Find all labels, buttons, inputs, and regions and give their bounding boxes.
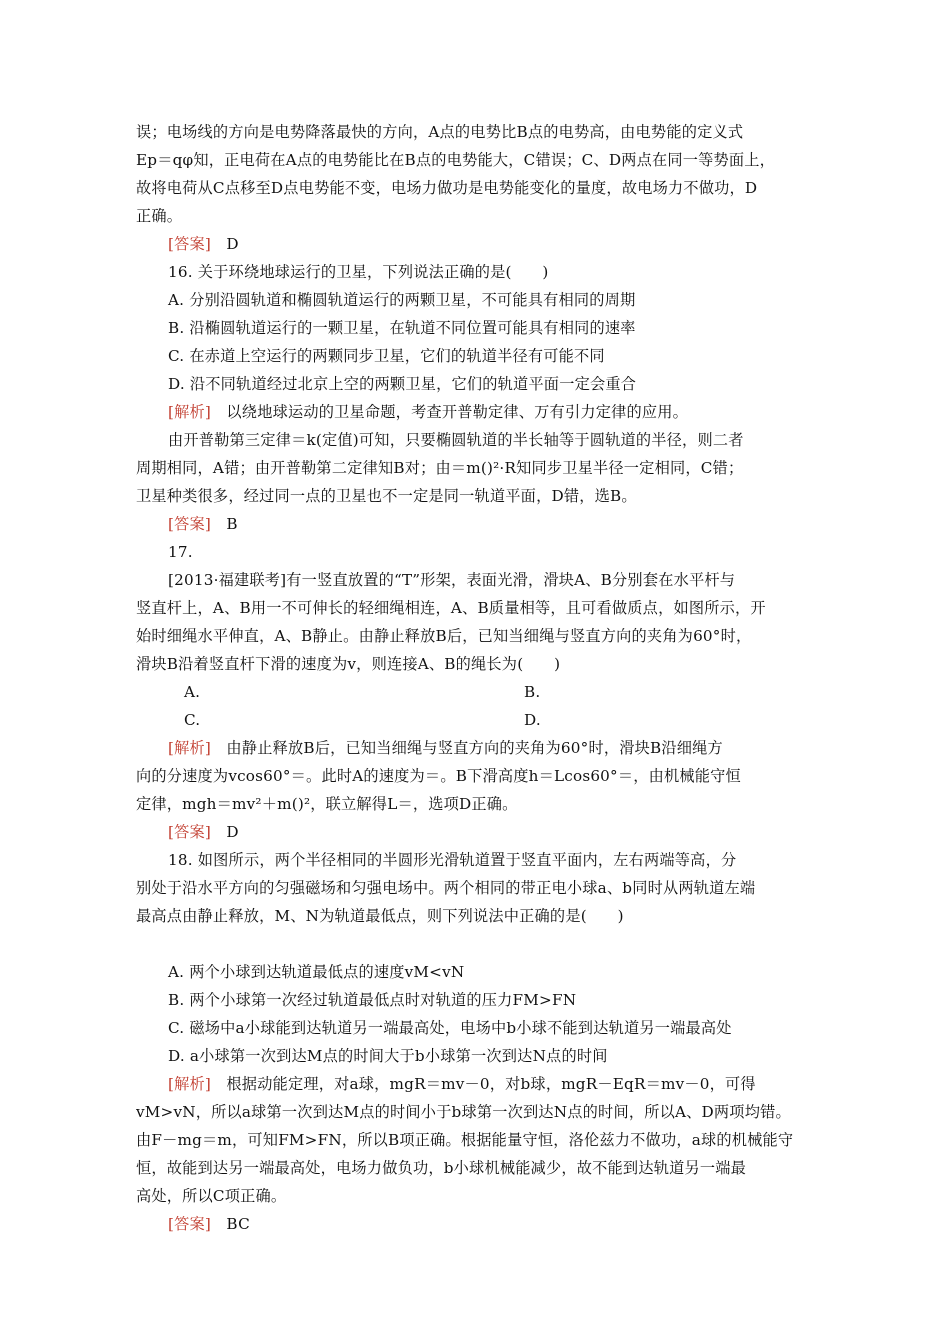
answer-line [136,1210,816,1238]
option: D. [524,711,541,729]
analysis-line: 由开普勒第三定律＝k(定值)可知，只要椭圆轨道的半长轴等于圆轨道的半径，则二者 [168,431,744,449]
answer-value: B [226,515,238,533]
question-stem: 竖直杆上，A、B用一不可伸长的轻细绳相连，A、B质量相等，且可看做质点，如图所示，开 [136,599,766,617]
analysis-line: 周期相同，A错；由开普勒第二定律知B对；由＝m()²·R知同步卫星半径一定相同，C错； [136,459,744,477]
question-stem: 16. 关于环绕地球运行的卫星，下列说法正确的是( ) [168,263,549,281]
option: A. [184,683,201,701]
option: B. 两个小球第一次经过轨道最低点时对轨道的压力FM>FN [168,991,577,1009]
analysis-label: [解析] [168,403,212,421]
text-line: Ep＝qφ知，正电荷在A点的电势能比在B点的电势能大，C错误；C、D两点在同一等势面上， [136,151,776,169]
analysis-line [136,398,816,426]
question-stem: 始时细绳水平伸直，A、B静止。由静止释放B后，已知当细绳与竖直方向的夹角为60°时， [136,627,752,645]
answer-label: [答案] [168,515,212,533]
answer-line [136,510,816,538]
figure-gap [136,930,816,958]
analysis-line: 恒，故能到达另一端最高处，电场力做负功，b小球机械能减少，故不能到达轨道另一端最 [136,1159,747,1177]
analysis-line [136,734,816,762]
analysis-label: [解析] [168,739,212,757]
option: B. [524,683,541,701]
answer-label: [答案] [168,823,212,841]
analysis-text: 由静止释放B后，已知当细绳与竖直方向的夹角为60°时，滑块B沿细绳方 [226,739,723,757]
options-row [136,706,816,734]
question-stem: 最高点由静止释放，M、N为轨道最低点，则下列说法中正确的是( ) [136,907,624,925]
option: D. 沿不同轨道经过北京上空的两颗卫星，它们的轨道平面一定会重合 [168,375,637,393]
answer-value: BC [226,1215,250,1233]
analysis-text: 以绕地球运动的卫星命题，考查开普勒定律、万有引力定律的应用。 [226,403,689,421]
answer-label: [答案] [168,235,212,253]
question-stem: 别处于沿水平方向的匀强磁场和匀强电场中。两个相同的带正电小球a、b同时从两轨道左端 [136,879,756,897]
question-stem: [2013·福建联考]有一竖直放置的“T”形架，表面光滑，滑块A、B分别套在水平杆与 [168,571,736,589]
answer-value: D [226,235,239,253]
question-stem: 18. 如图所示，两个半径相同的半圆形光滑轨道置于竖直平面内，左右两端等高，分 [168,851,737,869]
document-page [136,118,816,1238]
option: D. a小球第一次到达M点的时间大于b小球第一次到达N点的时间 [168,1047,608,1065]
answer-line [136,230,816,258]
analysis-line: 卫星种类很多，经过同一点的卫星也不一定是同一轨道平面，D错，选B。 [136,487,637,505]
analysis-line: 向的分速度为vcos60°＝。此时A的速度为＝。B下滑高度h＝Lcos60°＝，由机械能守恒 [136,767,741,785]
text-line: 故将电荷从C点移至D点电势能不变，电场力做功是电势能变化的量度，故电场力不做功，D [136,179,758,197]
answer-line [136,818,816,846]
analysis-line: 由F－mg＝m，可知FM>FN，所以B项正确。根据能量守恒，洛伦兹力不做功，a球的机械能守 [136,1131,794,1149]
option: A. 分别沿圆轨道和椭圆轨道运行的两颗卫星，不可能具有相同的周期 [168,291,636,309]
answer-value: D [226,823,239,841]
option: C. [184,711,201,729]
analysis-line: 定律，mgh＝mv²＋m()²，联立解得L＝，选项D正确。 [136,795,518,813]
analysis-line: vM>vN，所以a球第一次到达M点的时间小于b球第一次到达N点的时间，所以A、D两项均错。 [136,1103,791,1121]
option: A. 两个小球到达轨道最低点的速度vM<vN [168,963,465,981]
options-row [136,678,816,706]
option: C. 磁场中a小球能到达轨道另一端最高处，电场中b小球不能到达轨道另一端最高处 [168,1019,732,1037]
question-number: 17. [168,543,193,561]
analysis-label: [解析] [168,1075,212,1093]
analysis-line [136,1070,816,1098]
option: B. 沿椭圆轨道运行的一颗卫星，在轨道不同位置可能具有相同的速率 [168,319,636,337]
option: C. 在赤道上空运行的两颗同步卫星，它们的轨道半径有可能不同 [168,347,605,365]
analysis-text: 根据动能定理，对a球，mgR＝mv－0，对b球，mgR－EqR＝mv－0，可得 [226,1075,756,1093]
answer-label: [答案] [168,1215,212,1233]
text-line: 误；电场线的方向是电势降落最快的方向，A点的电势比B点的电势高，由电势能的定义式 [136,123,744,141]
analysis-line: 高处，所以C项正确。 [136,1187,287,1205]
question-stem: 滑块B沿着竖直杆下滑的速度为v，则连接A、B的绳长为( ) [136,655,561,673]
text-line: 正确。 [136,207,183,225]
